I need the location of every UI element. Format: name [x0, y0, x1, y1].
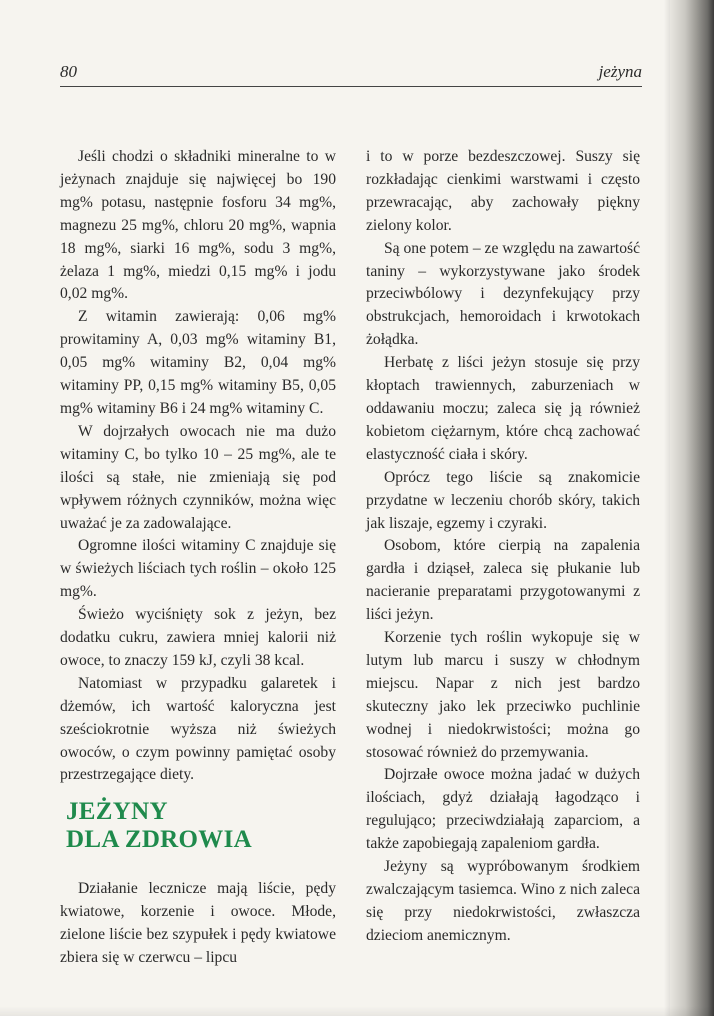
paragraph: Herbatę z liści jeżyn stosuje się przy kłoptach trawiennych, zaburzeniach w oddawaniu moczu; zaleca się ją również kobietom ciężarnym, które chcą zachować elastyczność ciała i skóry.	[366, 354, 640, 463]
paragraph: Jeżyny są wypróbowanym środkiem zwalczającym tasiemca. Wino z nich zaleca się przy niedokrwistości, zwłaszcza dzieciom anemicznym.	[366, 858, 640, 944]
paragraph: Działanie lecznicze mają liście, pędy kwiatowe, korzenie i owoce. Młode, zielone liście bez szypułek i pędy kwiatowe zbiera się w czerwcu – lipcu	[60, 880, 336, 966]
paragraph: Są one potem – ze względu na zawartość taniny – wykorzystywane jako środek przeciwbólowy i dezynfekujący przy obstrukcjach, hemoroidach i krwotokach żołądka.	[366, 239, 640, 349]
right-column	[366, 146, 640, 948]
paragraph: Korzenie tych roślin wykopuje się w lutym lub marcu i suszy w chłodnym miejscu. Napar z nich jest bardzo skuteczny jako lek przeciwko puchlinie wodnej i niedokrwistości; można go stosować również do przemywania.	[366, 629, 640, 761]
paragraph: Oprócz tego liście są znakomicie przydatne w leczeniu chorób skóry, takich jak liszaje, egzemy i czyraki.	[366, 468, 640, 532]
section-heading	[66, 798, 252, 854]
paragraph: Z witamin zawierają: 0,06 mg% prowitaminy A, 0,03 mg% witaminy B1, 0,05 mg% witaminy B2, 0,04 mg% witaminy PP, 0,15 mg% witaminy B5, 0,05 mg% witaminy B6 i 24 mg% witaminy C.	[60, 308, 336, 417]
paragraph: Świeżo wyciśnięty sok z jeżyn, bez dodatku cukru, zawiera mniej kalorii niż owoce, to znaczy 159 kJ, czyli 38 kcal.	[60, 606, 336, 669]
left-column	[60, 146, 336, 787]
paragraph: Natomiast w przypadku galaretek i dżemów, ich wartość kaloryczna jest sześciokrotnie wyższa niż świeżych owoców, o czym powinny pamiętać osoby przestrzegające diety.	[60, 674, 336, 784]
paragraph: W dojrzałych owocach nie ma dużo witaminy C, bo tylko 10 – 25 mg%, ale te ilości są stałe, nie zmieniają się pod wpływem różnych czynników, można więc uważać je za zadowalające.	[60, 422, 336, 532]
paragraph: Ogromne ilości witaminy C znajduje się w świeżych liściach tych roślin – około 125 mg%.	[60, 537, 336, 601]
section-heading-line: JEŻYNY	[66, 798, 168, 825]
running-head: jeżyna	[598, 62, 642, 81]
header-rule	[60, 86, 642, 87]
paragraph: Osobom, które cierpią na zapalenia gardła i dziąseł, zaleca się płukanie lub nacieranie preparatami przygotowanymi z liści jeżyn.	[366, 537, 640, 624]
page-bottom-shadow	[0, 1006, 714, 1016]
paragraph: i to w porze bezdeszczowej. Suszy się rozkładając cienkimi warstwami i często przewracając, aby zachowały piękny zielony kolor.	[366, 148, 640, 234]
section-body	[60, 878, 336, 970]
book-binding	[670, 0, 714, 1016]
page-number: 80	[60, 62, 77, 81]
paragraph: Jeśli chodzi o składniki mineralne to w jeżynach znajduje się najwięcej bo 190 mg% potasu, następnie fosforu 34 mg%, magnezu 25 mg%, chloru 20 mg%, wapnia 18 mg%, siarki 16 mg%, sodu 3 mg%, żelaza 1 mg%, miedzi 0,15 mg% i jodu 0,02 mg%.	[60, 148, 336, 303]
paragraph: Dojrzałe owoce można jadać w dużych ilościach, gdyż działają łagodząco i regulująco; przeciwdziałają zaparciom, a także zapobiegają zapaleniom gardła.	[366, 766, 640, 853]
section-heading-line: DLA ZDROWIA	[66, 826, 252, 853]
